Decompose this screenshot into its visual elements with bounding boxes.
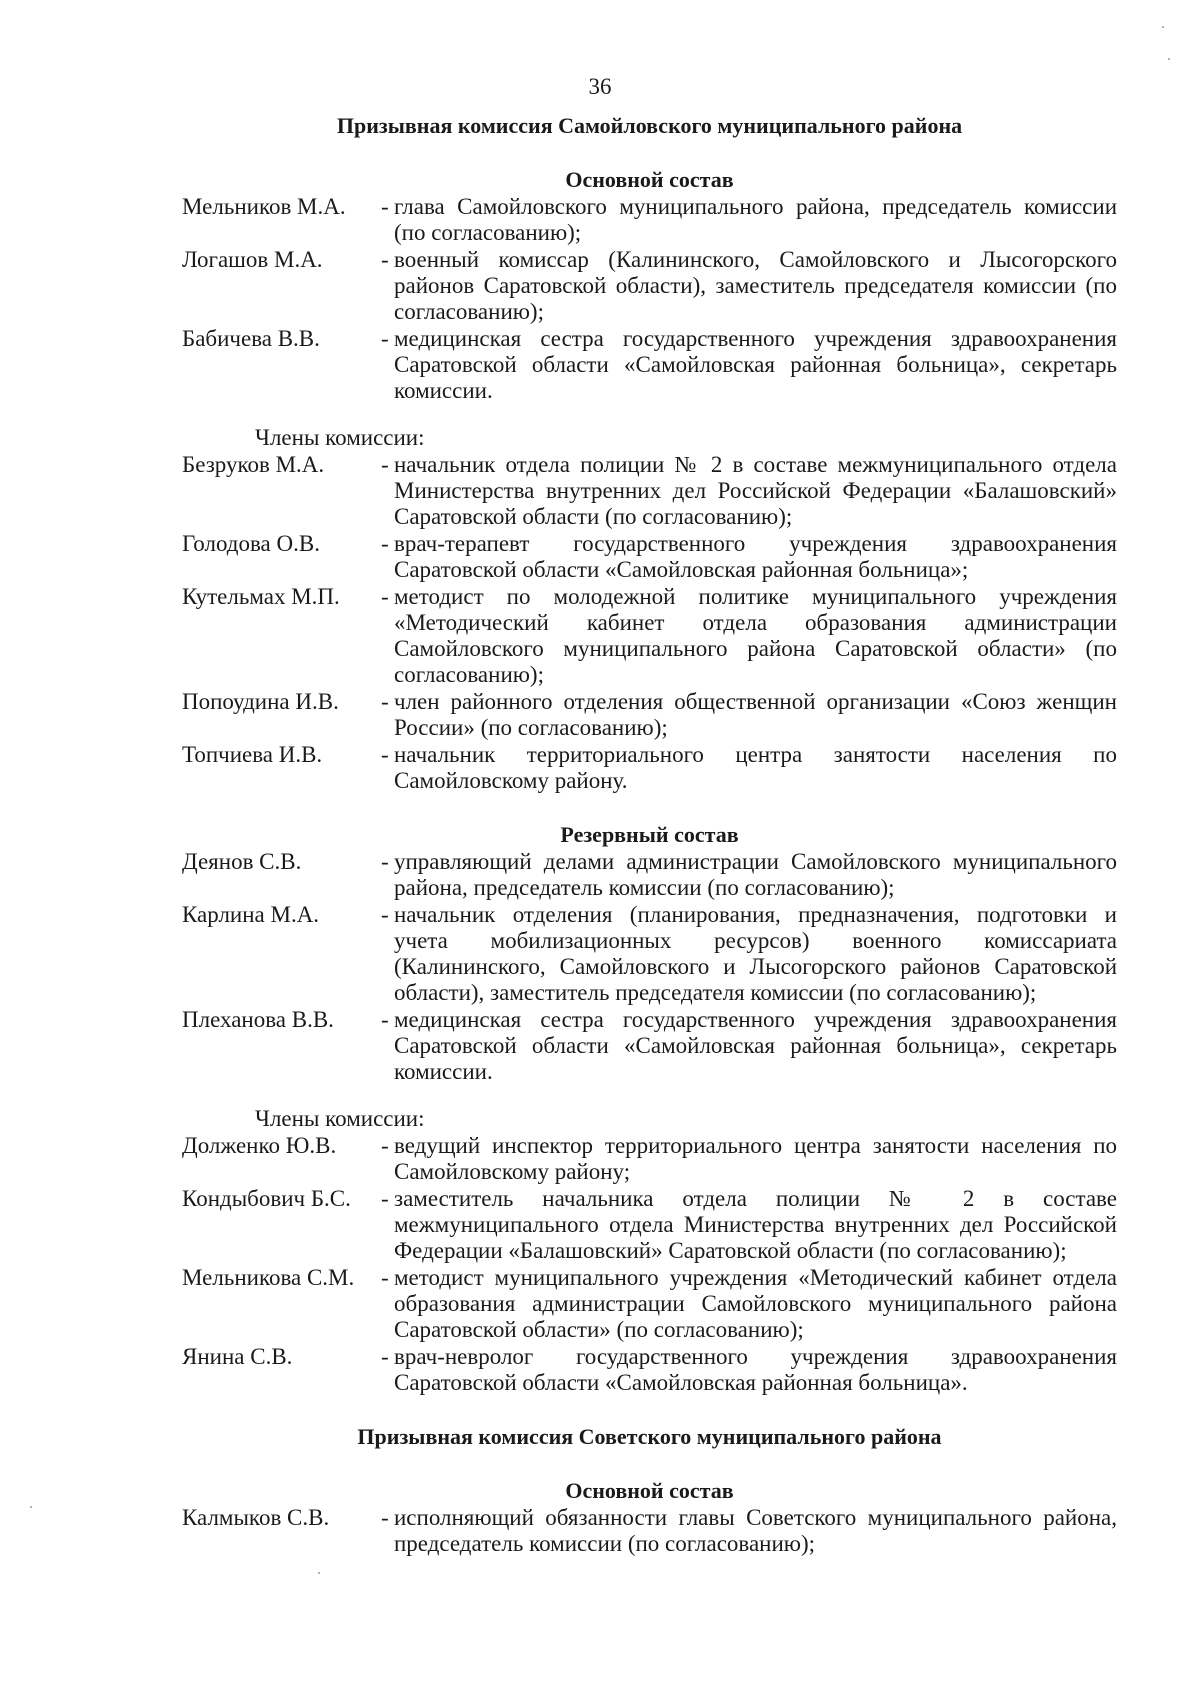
scan-speck [1162,26,1164,28]
person-role: начальник отделения (планирования, предназначения, подготовки и учета мобилизационных ресурсов) военного комиссариата (Калининского, Самойловского и Лысогорского районов Саратовской области), заместитель председателя комиссии (по согласованию); [394,902,1117,1005]
person-row [182,902,1117,1006]
person-name: Янина С.В. [182,1344,293,1369]
person-row [182,531,1117,583]
dash: - [381,1133,389,1158]
group-title: Основной состав [565,167,734,192]
person-name: Долженко Ю.В. [182,1133,337,1158]
person-role: начальник территориального центра занятости населения по Самойловскому району. [394,742,1117,793]
person-role: начальник отдела полиции № 2 в составе межмуниципального отдела Министерства внутренних дел Российской Федерации «Балашовский» Саратовской области (по согласованию); [394,452,1117,529]
scan-speck [1168,58,1170,60]
person-row [182,849,1117,901]
person-name: Карлина М.А. [182,902,320,927]
page-number: 36 [588,74,612,99]
dash: - [381,849,389,874]
person-row [182,452,1117,530]
dash: - [381,742,389,767]
person-row [182,584,1117,688]
members-label: Члены комиссии: [255,1106,425,1131]
scan-speck [318,1572,320,1574]
person-role: исполняющий обязанности главы Советского муниципального района, председатель комиссии (по согласованию); [394,1505,1117,1556]
main-composition [182,1478,1117,1557]
person-role: медицинская сестра государственного учреждения здравоохранения Саратовской области «Самойловская районная больница», секретарь комиссии. [394,1007,1117,1084]
dash: - [381,1265,389,1290]
person-name: Плеханова В.В. [182,1007,334,1032]
person-row [182,1133,1117,1185]
person-name: Деянов С.В. [182,849,302,874]
commission-section-samoylovsky [182,113,1117,1396]
person-name: Голодова О.В. [182,531,320,556]
person-row [182,689,1117,741]
person-role: глава Самойловского муниципального района, председатель комиссии (по согласованию); [394,194,1117,245]
person-role: управляющий делами администрации Самойловского муниципального района, председатель комиссии (по согласованию); [394,849,1117,900]
person-name: Бабичева В.В. [182,326,320,351]
members-label: Члены комиссии: [255,425,425,450]
person-name: Топчиева И.В. [182,742,323,767]
person-row [182,742,1117,794]
person-role: методист по молодежной политике муниципального учреждения «Методический кабинет отдела образования администрации Самойловского муниципального района Саратовской области» (по согласованию); [394,584,1117,687]
commission-title: Призывная комиссия Советского муниципального района [357,1424,942,1449]
person-row [182,1265,1117,1343]
person-role: медицинская сестра государственного учреждения здравоохранения Саратовской области «Самойловская районная больница», секретарь комиссии. [394,326,1117,403]
person-role: ведущий инспектор территориального центра занятости населения по Самойловскому району; [394,1133,1117,1184]
person-row [182,1344,1117,1396]
person-row [182,326,1117,404]
dash: - [381,452,389,477]
person-name: Калмыков С.В. [182,1505,330,1530]
dash: - [381,1344,389,1369]
person-role: член районного отделения общественной организации «Союз женщин России» (по согласованию); [394,689,1117,740]
dash: - [381,326,389,351]
person-role: военный комиссар (Калининского, Самойловского и Лысогорского районов Саратовской области), заместитель председателя комиссии (по согласованию); [394,247,1117,324]
person-name: Кутельмах М.П. [182,584,340,609]
dash: - [381,584,389,609]
person-role: заместитель начальника отдела полиции № 2 в составе межмуниципального отдела Министерства внутренних дел Российской Федерации «Балашовский» Саратовской области (по согласованию); [394,1186,1117,1263]
person-name: Безруков М.А. [182,452,325,477]
group-title: Основной состав [565,1478,734,1503]
group-title: Резервный состав [560,822,739,847]
dash: - [381,1007,389,1032]
person-name: Кондыбович Б.С. [182,1186,351,1211]
person-row [182,1505,1117,1557]
reserve-composition [182,822,1117,1396]
person-row [182,247,1117,325]
person-row [182,194,1117,246]
person-role: методист муниципального учреждения «Методический кабинет отдела образования администрации Самойловского муниципального района Саратовской области» (по согласованию); [394,1265,1117,1342]
commission-title: Призывная комиссия Самойловского муниципального района [336,113,963,138]
commission-section-sovetsky [182,1424,1117,1557]
dash: - [381,902,389,927]
dash: - [381,531,389,556]
person-role: врач-невролог государственного учреждения здравоохранения Саратовской области «Самойловская районная больница». [394,1344,1117,1395]
document-body [182,113,1117,1557]
person-role: врач-терапевт государственного учреждения здравоохранения Саратовской области «Самойловская районная больница»; [394,531,1117,582]
main-composition [182,167,1117,794]
scan-speck [30,1506,32,1508]
dash: - [381,1505,389,1530]
person-name: Мельникова С.М. [182,1265,355,1290]
dash: - [381,1186,389,1211]
dash: - [381,194,389,219]
person-name: Логашов М.А. [182,247,323,272]
person-name: Попоудина И.В. [182,689,339,714]
person-row [182,1186,1117,1264]
dash: - [381,247,389,272]
person-row [182,1007,1117,1085]
person-name: Мельников М.А. [182,194,346,219]
dash: - [381,689,389,714]
